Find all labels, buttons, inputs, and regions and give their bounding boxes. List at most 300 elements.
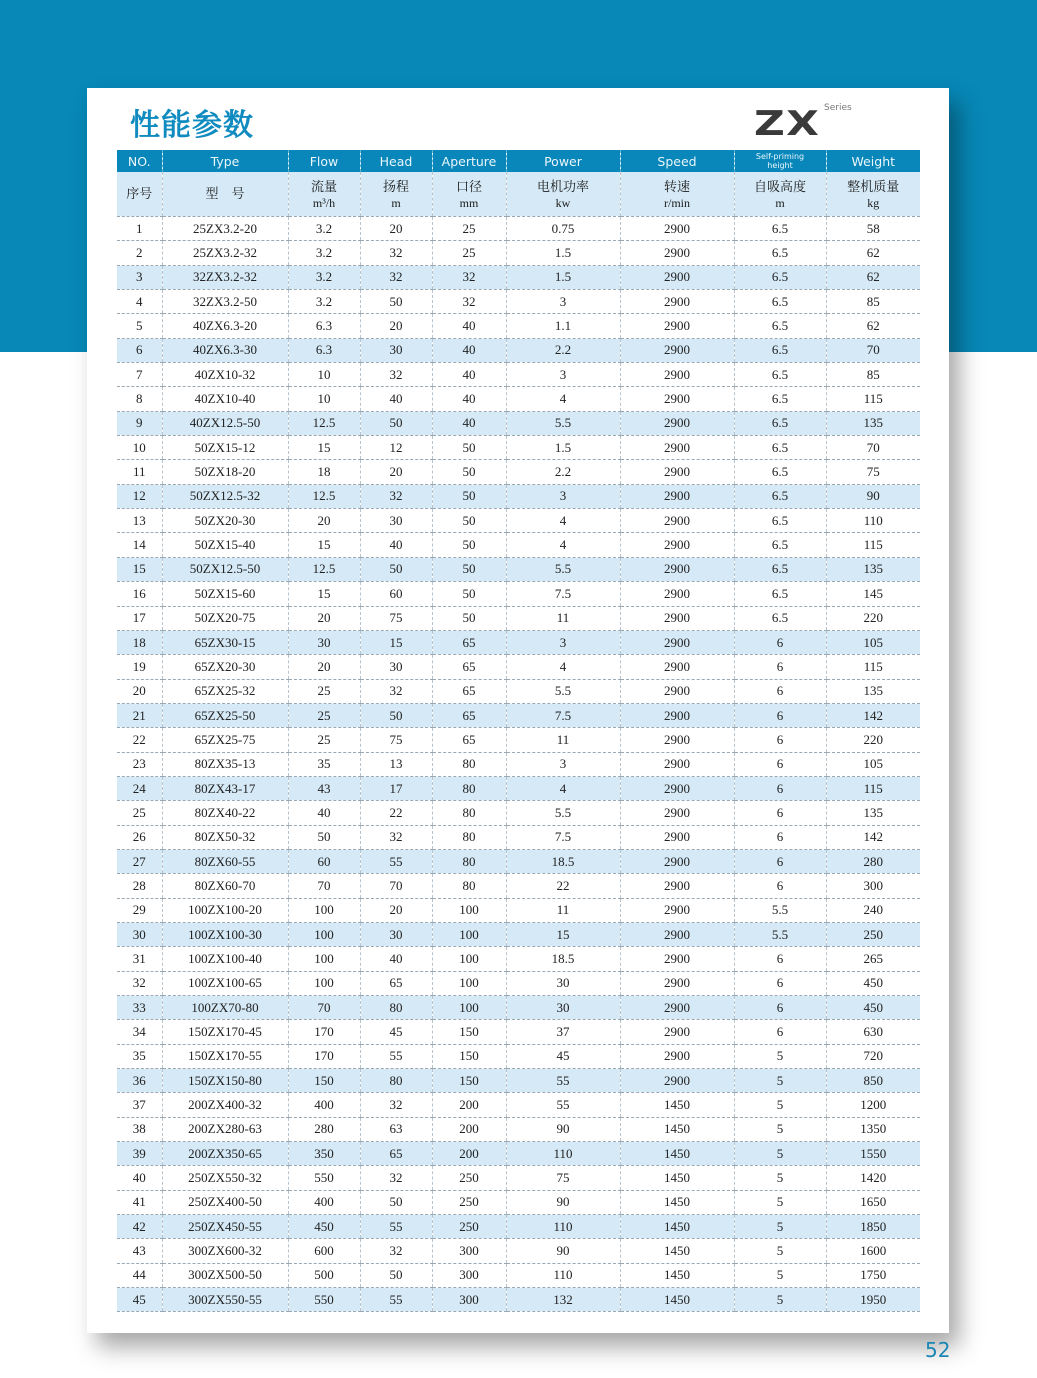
cell-power: 0.75: [506, 217, 620, 241]
cell-no: 6: [117, 338, 162, 362]
cell-no: 30: [117, 922, 162, 946]
cell-flow: 70: [288, 996, 360, 1020]
cn-header-self-priming-height: [734, 172, 826, 217]
cell-flow: 100: [288, 947, 360, 971]
cell-aperture: 40: [432, 363, 506, 387]
cell-self-priming-height: 5: [734, 1239, 826, 1263]
cell-power: 3: [506, 630, 620, 654]
cell-head: 40: [360, 533, 432, 557]
cell-aperture: 200: [432, 1142, 506, 1166]
cell-self-priming-height: 6: [734, 679, 826, 703]
cell-head: 12: [360, 436, 432, 460]
cell-self-priming-height: 5: [734, 1215, 826, 1239]
cell-aperture: 80: [432, 776, 506, 800]
cell-weight: 240: [826, 898, 920, 922]
cell-no: 15: [117, 557, 162, 581]
cell-no: 36: [117, 1069, 162, 1093]
cell-type: 25ZX3.2-32: [162, 241, 288, 265]
cell-no: 43: [117, 1239, 162, 1263]
cell-flow: 150: [288, 1069, 360, 1093]
cell-head: 15: [360, 630, 432, 654]
cell-speed: 1450: [620, 1117, 734, 1141]
cell-power: 5.5: [506, 557, 620, 581]
cell-weight: 450: [826, 996, 920, 1020]
cell-aperture: 65: [432, 728, 506, 752]
cell-type: 50ZX15-12: [162, 436, 288, 460]
table-row: [117, 801, 920, 825]
cell-speed: 2900: [620, 484, 734, 508]
cell-flow: 10: [288, 363, 360, 387]
cell-aperture: 100: [432, 922, 506, 946]
cell-type: 50ZX15-40: [162, 533, 288, 557]
table-row: [117, 1142, 920, 1166]
cell-speed: 2900: [620, 557, 734, 581]
cell-self-priming-height: 6.5: [734, 509, 826, 533]
cell-head: 55: [360, 1044, 432, 1068]
cell-self-priming-height: 6.5: [734, 606, 826, 630]
cell-self-priming-height: 5: [734, 1093, 826, 1117]
cell-flow: 500: [288, 1263, 360, 1287]
cell-self-priming-height: 6: [734, 655, 826, 679]
cn-label: 转速: [663, 179, 690, 195]
cell-speed: 2900: [620, 971, 734, 995]
cell-self-priming-height: 5: [734, 1190, 826, 1214]
cell-head: 20: [360, 460, 432, 484]
cell-flow: 15: [288, 582, 360, 606]
cell-aperture: 50: [432, 484, 506, 508]
cell-no: 12: [117, 484, 162, 508]
cell-power: 90: [506, 1117, 620, 1141]
cell-weight: 115: [826, 533, 920, 557]
cell-flow: 60: [288, 849, 360, 873]
cell-self-priming-height: 5: [734, 1142, 826, 1166]
cell-type: 50ZX12.5-50: [162, 557, 288, 581]
cell-no: 32: [117, 971, 162, 995]
cell-self-priming-height: 6.5: [734, 533, 826, 557]
cell-flow: 600: [288, 1239, 360, 1263]
cell-no: 31: [117, 947, 162, 971]
col-header-flow: Flow: [288, 150, 360, 172]
cn-header-flow: [288, 172, 360, 217]
cell-no: 44: [117, 1263, 162, 1287]
cell-head: 40: [360, 947, 432, 971]
cell-power: 90: [506, 1239, 620, 1263]
cell-flow: 3.2: [288, 265, 360, 289]
cell-aperture: 150: [432, 1069, 506, 1093]
cell-power: 110: [506, 1263, 620, 1287]
cell-flow: 400: [288, 1093, 360, 1117]
cell-self-priming-height: 5: [734, 1263, 826, 1287]
cell-aperture: 200: [432, 1093, 506, 1117]
cell-aperture: 50: [432, 460, 506, 484]
cell-type: 40ZX6.3-30: [162, 338, 288, 362]
cell-head: 32: [360, 265, 432, 289]
cell-no: 37: [117, 1093, 162, 1117]
cell-self-priming-height: 6: [734, 630, 826, 654]
cell-type: 50ZX15-60: [162, 582, 288, 606]
table-row: [117, 290, 920, 314]
cell-aperture: 250: [432, 1215, 506, 1239]
cn-label: 自吸高度: [753, 179, 806, 195]
cell-no: 9: [117, 411, 162, 435]
col-header-head: Head: [360, 150, 432, 172]
cell-speed: 2900: [620, 582, 734, 606]
table-row: [117, 557, 920, 581]
cell-type: 100ZX100-65: [162, 971, 288, 995]
cell-flow: 20: [288, 509, 360, 533]
cell-type: 32ZX3.2-32: [162, 265, 288, 289]
cell-speed: 2900: [620, 460, 734, 484]
performance-table: [117, 150, 920, 1312]
cell-weight: 115: [826, 387, 920, 411]
cell-no: 23: [117, 752, 162, 776]
cell-weight: 1600: [826, 1239, 920, 1263]
cell-head: 30: [360, 338, 432, 362]
cell-speed: 2900: [620, 387, 734, 411]
table-row: [117, 241, 920, 265]
cell-speed: 2900: [620, 606, 734, 630]
table-row: [117, 922, 920, 946]
cell-self-priming-height: 6: [734, 849, 826, 873]
cn-label: 电机功率: [536, 179, 589, 195]
cell-aperture: 50: [432, 606, 506, 630]
cell-head: 80: [360, 996, 432, 1020]
cell-self-priming-height: 6.5: [734, 484, 826, 508]
cell-weight: 1750: [826, 1263, 920, 1287]
cell-aperture: 50: [432, 436, 506, 460]
cell-speed: 2900: [620, 874, 734, 898]
cell-no: 1: [117, 217, 162, 241]
cell-power: 4: [506, 533, 620, 557]
cell-aperture: 50: [432, 509, 506, 533]
cell-power: 2.2: [506, 460, 620, 484]
cell-no: 2: [117, 241, 162, 265]
cell-no: 35: [117, 1044, 162, 1068]
cell-type: 40ZX12.5-50: [162, 411, 288, 435]
cell-power: 37: [506, 1020, 620, 1044]
cell-power: 1.1: [506, 314, 620, 338]
cell-self-priming-height: 6.5: [734, 363, 826, 387]
cell-aperture: 32: [432, 265, 506, 289]
cell-power: 4: [506, 387, 620, 411]
cell-speed: 2900: [620, 265, 734, 289]
cell-speed: 1450: [620, 1263, 734, 1287]
cell-type: 200ZX350-65: [162, 1142, 288, 1166]
cell-self-priming-height: 5: [734, 1069, 826, 1093]
cell-speed: 1450: [620, 1093, 734, 1117]
cell-power: 90: [506, 1190, 620, 1214]
cell-no: 24: [117, 776, 162, 800]
cell-power: 11: [506, 728, 620, 752]
cell-speed: 2900: [620, 436, 734, 460]
cell-flow: 25: [288, 679, 360, 703]
cn-label: 流量: [310, 179, 337, 195]
cell-weight: 1420: [826, 1166, 920, 1190]
cell-weight: 1200: [826, 1093, 920, 1117]
cell-power: 4: [506, 655, 620, 679]
cell-flow: 3.2: [288, 241, 360, 265]
cell-flow: 12.5: [288, 484, 360, 508]
cell-speed: 2900: [620, 898, 734, 922]
cell-aperture: 50: [432, 582, 506, 606]
cell-power: 5.5: [506, 801, 620, 825]
page-title: 性能参数: [130, 108, 254, 143]
cell-aperture: 50: [432, 557, 506, 581]
cell-type: 250ZX400-50: [162, 1190, 288, 1214]
cell-flow: 6.3: [288, 314, 360, 338]
cell-self-priming-height: 5: [734, 1044, 826, 1068]
cell-weight: 105: [826, 752, 920, 776]
col-header-no: NO.: [117, 150, 162, 172]
cell-aperture: 65: [432, 703, 506, 727]
table-row: [117, 460, 920, 484]
cell-self-priming-height: 6: [734, 776, 826, 800]
table-row: [117, 947, 920, 971]
cell-type: 32ZX3.2-50: [162, 290, 288, 314]
cell-aperture: 40: [432, 338, 506, 362]
table-row: [117, 606, 920, 630]
cell-speed: 2900: [620, 509, 734, 533]
cell-head: 22: [360, 801, 432, 825]
cell-speed: 2900: [620, 314, 734, 338]
cell-weight: 62: [826, 265, 920, 289]
table-row: [117, 314, 920, 338]
cell-head: 32: [360, 1166, 432, 1190]
cell-power: 2.2: [506, 338, 620, 362]
cell-power: 15: [506, 922, 620, 946]
cell-aperture: 100: [432, 947, 506, 971]
cell-type: 150ZX170-45: [162, 1020, 288, 1044]
cell-type: 100ZX70-80: [162, 996, 288, 1020]
cell-head: 13: [360, 752, 432, 776]
cell-weight: 62: [826, 241, 920, 265]
cell-flow: 3.2: [288, 290, 360, 314]
cn-label: 整机质量: [847, 179, 900, 195]
cell-flow: 12.5: [288, 557, 360, 581]
cell-aperture: 200: [432, 1117, 506, 1141]
cell-self-priming-height: 6.5: [734, 460, 826, 484]
cell-weight: 135: [826, 801, 920, 825]
cell-self-priming-height: 6.5: [734, 436, 826, 460]
cell-power: 1.5: [506, 265, 620, 289]
cell-weight: 1550: [826, 1142, 920, 1166]
cell-power: 45: [506, 1044, 620, 1068]
cell-weight: 135: [826, 411, 920, 435]
cell-head: 30: [360, 509, 432, 533]
cn-header-speed: [620, 172, 734, 217]
cell-no: 11: [117, 460, 162, 484]
cell-type: 100ZX100-40: [162, 947, 288, 971]
cell-flow: 6.3: [288, 338, 360, 362]
cell-type: 65ZX20-30: [162, 655, 288, 679]
table-row: [117, 533, 920, 557]
cell-no: 40: [117, 1166, 162, 1190]
cell-speed: 2900: [620, 655, 734, 679]
cell-power: 7.5: [506, 703, 620, 727]
table-row: [117, 849, 920, 873]
cell-self-priming-height: 6: [734, 996, 826, 1020]
cell-self-priming-height: 6.5: [734, 290, 826, 314]
cell-flow: 550: [288, 1166, 360, 1190]
cell-head: 63: [360, 1117, 432, 1141]
table-row: [117, 1020, 920, 1044]
cell-power: 7.5: [506, 825, 620, 849]
cell-aperture: 80: [432, 849, 506, 873]
cell-no: 5: [117, 314, 162, 338]
cell-type: 150ZX170-55: [162, 1044, 288, 1068]
cell-no: 3: [117, 265, 162, 289]
cell-weight: 1850: [826, 1215, 920, 1239]
table-row: [117, 484, 920, 508]
cell-no: 20: [117, 679, 162, 703]
cell-head: 45: [360, 1020, 432, 1044]
cell-weight: 265: [826, 947, 920, 971]
cell-aperture: 80: [432, 874, 506, 898]
cell-flow: 40: [288, 801, 360, 825]
cell-power: 11: [506, 606, 620, 630]
cell-type: 80ZX50-32: [162, 825, 288, 849]
unit-label: m³/h: [312, 195, 336, 210]
cell-flow: 550: [288, 1288, 360, 1312]
cell-head: 30: [360, 922, 432, 946]
cell-speed: 2900: [620, 338, 734, 362]
cell-flow: 100: [288, 922, 360, 946]
table-row: [117, 1288, 920, 1312]
cell-aperture: 40: [432, 314, 506, 338]
cell-type: 50ZX20-30: [162, 509, 288, 533]
cell-type: 80ZX43-17: [162, 776, 288, 800]
cell-speed: 2900: [620, 849, 734, 873]
cell-weight: 62: [826, 314, 920, 338]
cell-aperture: 100: [432, 971, 506, 995]
cell-head: 32: [360, 679, 432, 703]
cell-weight: 720: [826, 1044, 920, 1068]
cell-self-priming-height: 6: [734, 801, 826, 825]
cell-speed: 2900: [620, 922, 734, 946]
cell-flow: 100: [288, 898, 360, 922]
table-row: [117, 1069, 920, 1093]
cell-type: 40ZX6.3-20: [162, 314, 288, 338]
cell-no: 17: [117, 606, 162, 630]
cell-power: 3: [506, 484, 620, 508]
cell-self-priming-height: 6.5: [734, 314, 826, 338]
cell-weight: 142: [826, 825, 920, 849]
cell-aperture: 250: [432, 1190, 506, 1214]
cell-flow: 170: [288, 1044, 360, 1068]
cell-weight: 115: [826, 655, 920, 679]
cell-aperture: 65: [432, 679, 506, 703]
col-header-power: Power: [506, 150, 620, 172]
cell-no: 18: [117, 630, 162, 654]
cell-speed: 2900: [620, 728, 734, 752]
cell-speed: 1450: [620, 1166, 734, 1190]
cell-weight: 630: [826, 1020, 920, 1044]
cell-type: 65ZX30-15: [162, 630, 288, 654]
cell-speed: 2900: [620, 411, 734, 435]
cell-type: 80ZX40-22: [162, 801, 288, 825]
table-row: [117, 1166, 920, 1190]
cell-speed: 2900: [620, 1020, 734, 1044]
cell-speed: 2900: [620, 703, 734, 727]
cell-speed: 2900: [620, 752, 734, 776]
cell-aperture: 80: [432, 801, 506, 825]
table-body: [117, 217, 920, 1312]
cell-head: 50: [360, 1263, 432, 1287]
cell-self-priming-height: 6.5: [734, 557, 826, 581]
cell-self-priming-height: 6: [734, 1020, 826, 1044]
table-row: [117, 996, 920, 1020]
cell-aperture: 40: [432, 411, 506, 435]
cell-head: 32: [360, 484, 432, 508]
cell-speed: 2900: [620, 679, 734, 703]
table-row: [117, 217, 920, 241]
cell-weight: 85: [826, 290, 920, 314]
table-row: [117, 436, 920, 460]
table-row: [117, 1044, 920, 1068]
cell-no: 8: [117, 387, 162, 411]
cell-aperture: 32: [432, 290, 506, 314]
cn-label: 口径: [455, 179, 482, 195]
cn-label: 型 号: [205, 186, 245, 202]
cell-aperture: 25: [432, 241, 506, 265]
col-header-type: Type: [162, 150, 288, 172]
cell-power: 22: [506, 874, 620, 898]
cell-head: 32: [360, 825, 432, 849]
cell-head: 32: [360, 363, 432, 387]
cell-power: 5.5: [506, 411, 620, 435]
cell-speed: 1450: [620, 1190, 734, 1214]
cell-no: 16: [117, 582, 162, 606]
cell-aperture: 65: [432, 655, 506, 679]
cell-self-priming-height: 6: [734, 971, 826, 995]
cell-speed: 2900: [620, 363, 734, 387]
cell-self-priming-height: 6.5: [734, 582, 826, 606]
cell-weight: 300: [826, 874, 920, 898]
cell-aperture: 65: [432, 630, 506, 654]
table-row: [117, 265, 920, 289]
cell-power: 132: [506, 1288, 620, 1312]
cell-power: 1.5: [506, 436, 620, 460]
cell-flow: 50: [288, 825, 360, 849]
cell-flow: 25: [288, 728, 360, 752]
cell-power: 18.5: [506, 947, 620, 971]
cell-weight: 110: [826, 509, 920, 533]
cell-weight: 850: [826, 1069, 920, 1093]
cell-aperture: 150: [432, 1044, 506, 1068]
cell-head: 55: [360, 1288, 432, 1312]
cell-self-priming-height: 6: [734, 947, 826, 971]
unit-label: r/min: [664, 195, 690, 210]
cell-no: 27: [117, 849, 162, 873]
col-header-aperture: Aperture: [432, 150, 506, 172]
cell-self-priming-height: 5: [734, 1117, 826, 1141]
cell-no: 13: [117, 509, 162, 533]
cell-weight: 70: [826, 338, 920, 362]
cell-aperture: 300: [432, 1263, 506, 1287]
table-row: [117, 1239, 920, 1263]
cell-power: 4: [506, 509, 620, 533]
cell-flow: 170: [288, 1020, 360, 1044]
table-row: [117, 363, 920, 387]
cell-self-priming-height: 6.5: [734, 411, 826, 435]
cell-self-priming-height: 6: [734, 874, 826, 898]
cell-speed: 2900: [620, 217, 734, 241]
table-row: [117, 509, 920, 533]
cell-type: 200ZX400-32: [162, 1093, 288, 1117]
cell-aperture: 300: [432, 1288, 506, 1312]
cell-no: 4: [117, 290, 162, 314]
cell-weight: 90: [826, 484, 920, 508]
